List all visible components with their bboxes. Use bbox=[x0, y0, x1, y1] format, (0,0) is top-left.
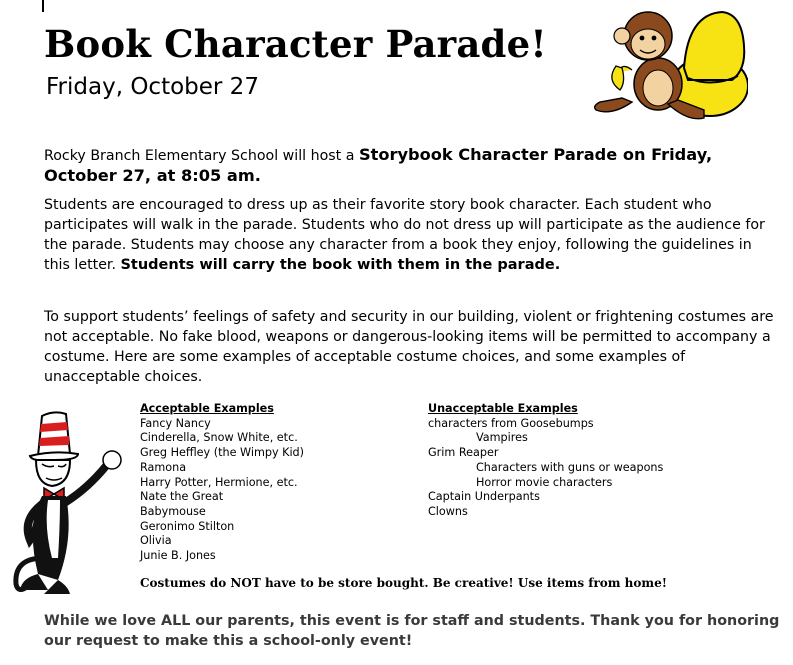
intro-paragraph bbox=[44, 145, 769, 187]
corner-mark bbox=[42, 0, 44, 12]
list-item: Ramona bbox=[140, 460, 187, 474]
list-item: Horror movie characters bbox=[476, 475, 613, 489]
list-item: Characters with guns or weapons bbox=[476, 460, 664, 474]
unacceptable-examples-list bbox=[428, 402, 728, 520]
footer-message: While we love ALL our parents, this event is for staff and students. Thank you for honoring our request to make this a school-only event! bbox=[44, 613, 780, 649]
list-item: Captain Underpants bbox=[428, 490, 540, 504]
striped-hat-icon bbox=[30, 412, 78, 460]
list-item: Geronimo Stilton bbox=[140, 519, 235, 533]
encourage-paragraph bbox=[44, 195, 769, 275]
list-item: Nate the Great bbox=[140, 490, 224, 504]
list-item: Cinderella, Snow White, etc. bbox=[140, 431, 298, 445]
list-item: Vampires bbox=[476, 431, 528, 445]
list-item: Grim Reaper bbox=[428, 446, 499, 460]
list-item: Junie B. Jones bbox=[140, 549, 216, 563]
cat-figure-icon bbox=[16, 451, 121, 594]
list-item: Fancy Nancy bbox=[140, 416, 211, 430]
list-item: characters from Goosebumps bbox=[428, 416, 594, 430]
event-date: Friday, October 27 bbox=[46, 74, 259, 100]
intro-text: Rocky Branch Elementary School will host a bbox=[44, 148, 359, 164]
monkey-with-yellow-hat-illustration bbox=[592, 6, 748, 128]
page-title: Book Character Parade! bbox=[44, 22, 547, 66]
list-item: Babymouse bbox=[140, 504, 206, 518]
acceptable-heading: Acceptable Examples bbox=[140, 402, 274, 415]
list-item: Greg Heffley (the Wimpy Kid) bbox=[140, 446, 305, 460]
list-item: Clowns bbox=[428, 504, 468, 518]
encourage-text: Students are encouraged to dress up as their favorite story book character. Each student who participates will walk in the parade. Students who do not dress up will participate as the audience for the parade. Students may choose any character from a book they enjoy, following the guidelines in this letter. bbox=[44, 197, 765, 273]
yellow-hat-icon bbox=[672, 12, 748, 116]
cat-in-the-hat-illustration bbox=[8, 408, 134, 598]
list-item: Harry Potter, Hermione, etc. bbox=[140, 475, 298, 489]
acceptable-examples-list bbox=[140, 402, 400, 564]
unacceptable-heading: Unacceptable Examples bbox=[428, 402, 578, 415]
safety-paragraph: To support students’ feelings of safety and security in our building, violent or frightening costumes are not acceptable. No fake blood, weapons or dangerous-looking items will be permitted to accompany a costume. Here are some examples of acceptable costume choices, and some examples of unacceptable choices. bbox=[44, 309, 774, 385]
list-item: Olivia bbox=[140, 534, 172, 548]
encourage-bold-text: Students will carry the book with them in the parade. bbox=[120, 257, 561, 273]
intro-bold-text: Storybook Character Parade on Friday, October 27, at 8:05 am. bbox=[44, 145, 713, 185]
costume-note: Costumes do NOT have to be store bought. Be creative! Use items from home! bbox=[140, 576, 667, 590]
